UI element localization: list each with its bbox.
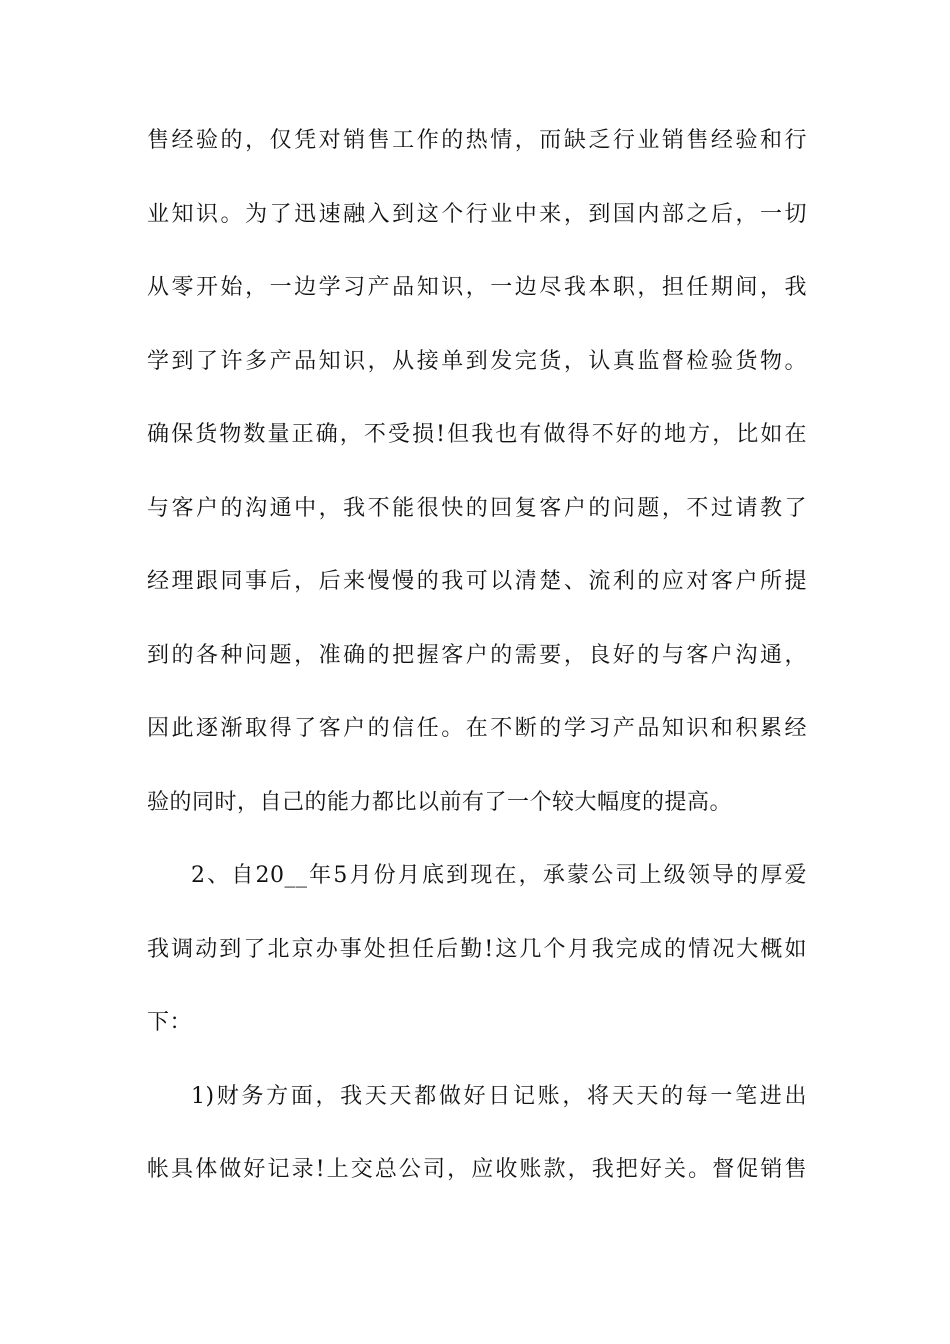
text-line: 2、自20__年5月份月底到现在，承蒙公司上级领导的厚爱	[191, 863, 807, 888]
text-line: 下：	[147, 1010, 193, 1035]
text-line: 与客户的沟通中，我不能很快的回复客户的问题，不过请教了	[147, 495, 807, 521]
text-line: 确保货物数量正确，不受损!但我也有做得不好的地方，比如在	[147, 422, 807, 447]
body-text	[147, 128, 807, 1231]
text-line: 从零开始，一边学习产品知识，一边尽我本职，担任期间，我	[147, 275, 807, 300]
text-line: 我调动到了北京办事处担任后勤!这几个月我完成的情况大概如	[147, 936, 807, 962]
text-line: 经理跟同事后，后来慢慢的我可以清楚、流利的应对客户所提	[147, 569, 807, 594]
text-line: 因此逐渐取得了客户的信任。在不断的学习产品知识和积累经	[147, 716, 807, 741]
text-line: 帐具体做好记录!上交总公司，应收账款，我把好关。督促销售	[147, 1157, 807, 1182]
text-line: 1)财务方面，我天天都做好日记账，将天天的每一笔进出	[191, 1083, 807, 1109]
text-line: 学到了许多产品知识，从接单到发完货，认真监督检验货物。	[147, 348, 807, 374]
text-line: 售经验的，仅凭对销售工作的热情，而缺乏行业销售经验和行	[147, 128, 807, 153]
text-line: 业知识。为了迅速融入到这个行业中来，到国内部之后，一切	[147, 201, 807, 227]
text-line: 到的各种问题，准确的把握客户的需要，良好的与客户沟通，	[147, 642, 807, 668]
text-line: 验的同时，自己的能力都比以前有了一个较大幅度的提高。	[147, 789, 733, 815]
